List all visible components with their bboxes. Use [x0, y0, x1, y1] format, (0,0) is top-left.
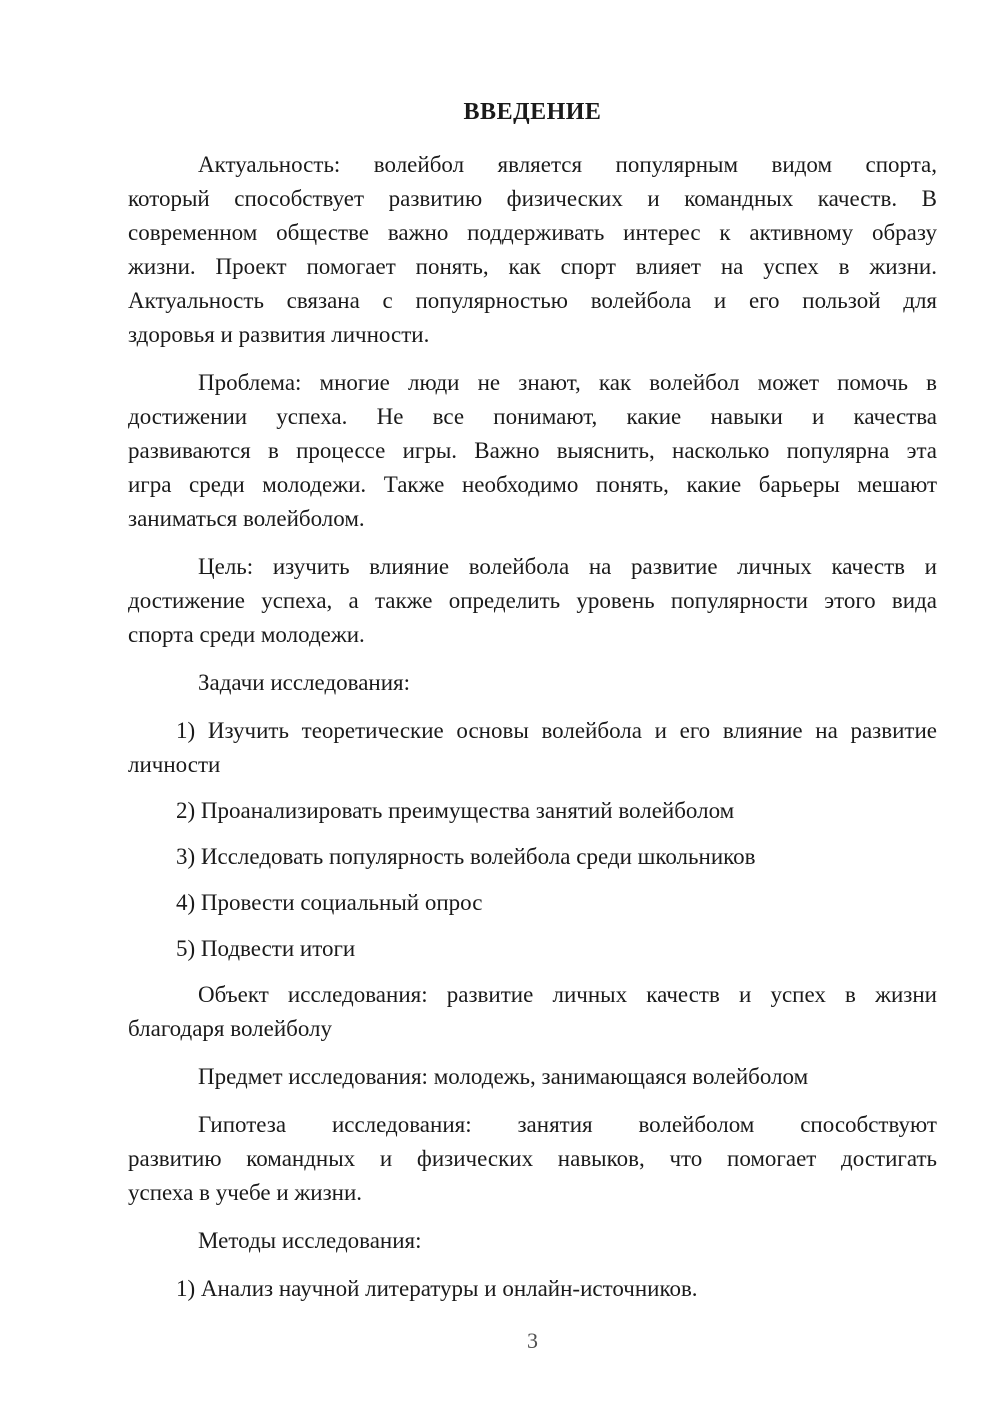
text-line: Проблема: многие люди не знают, как волейбол может помочь в: [198, 370, 937, 395]
text-line: 2) Проанализировать преимущества занятий волейболом: [176, 798, 735, 823]
text-line: успеха в учебе и жизни.: [128, 1180, 363, 1205]
paragraph-relevance: [128, 148, 937, 352]
page-title: ВВЕДЕНИЕ: [463, 99, 602, 125]
task-item-2: [128, 794, 937, 828]
text-line: Актуальность связана с популярностью волейбола и его пользой для: [128, 288, 937, 313]
text-line: Цель: изучить влияние волейбола на развитие личных качеств и: [198, 554, 937, 579]
text-line: развитию командных и физических навыков, что помогает достигать: [128, 1146, 937, 1171]
text-line: Задачи исследования:: [198, 670, 411, 695]
paragraph-goal: [128, 550, 937, 652]
text-line: 4) Провести социальный опрос: [176, 890, 483, 915]
paragraph-object: [128, 978, 937, 1046]
text-line: личности: [128, 752, 221, 777]
paragraph-problem: [128, 366, 937, 536]
task-item-1: [128, 714, 937, 782]
text-line: достижение успеха, а также определить уровень популярности этого вида: [128, 588, 937, 613]
text-line: Гипотеза исследования: занятия волейболом способствуют: [198, 1112, 937, 1137]
text-line: благодаря волейболу: [128, 1016, 333, 1041]
text-line: 1) Анализ научной литературы и онлайн-источников.: [176, 1276, 698, 1301]
method-item-1: [128, 1272, 937, 1306]
task-item-3: [128, 840, 937, 874]
text-line: здоровья и развития личности.: [128, 322, 430, 347]
tasks-heading: [128, 666, 937, 700]
text-line: жизни. Проект помогает понять, как спорт влияет на успех в жизни.: [128, 254, 937, 279]
paragraph-subject: [128, 1060, 937, 1094]
text-line: игра среди молодежи. Также необходимо понять, какие барьеры мешают: [128, 472, 937, 497]
task-item-5: [128, 932, 937, 966]
task-item-4: [128, 886, 937, 920]
text-line: спорта среди молодежи.: [128, 622, 365, 647]
text-line: 5) Подвести итоги: [176, 936, 356, 961]
text-line: 1) Изучить теоретические основы волейбола и его влияние на развитие: [176, 718, 937, 743]
text-line: современном обществе важно поддерживать интерес к активному образу: [128, 220, 937, 245]
text-line: заниматься волейболом.: [128, 506, 365, 531]
paragraph-hypothesis: [128, 1108, 937, 1210]
text-line: 3) Исследовать популярность волейбола среди школьников: [176, 844, 756, 869]
text-line: Актуальность: волейбол является популярным видом спорта,: [198, 152, 937, 177]
methods-heading: [128, 1224, 937, 1258]
text-line: развиваются в процессе игры. Важно выяснить, насколько популярна эта: [128, 438, 937, 463]
text-line: достижении успеха. Не все понимают, какие навыки и качества: [128, 404, 937, 429]
page-number: 3: [527, 1328, 538, 1353]
text-line: Предмет исследования: молодежь, занимающаяся волейболом: [198, 1064, 809, 1089]
text-line: Объект исследования: развитие личных качеств и успех в жизни: [198, 982, 937, 1007]
text-line: Методы исследования:: [198, 1228, 422, 1253]
text-line: который способствует развитию физических и командных качеств. В: [128, 186, 937, 211]
